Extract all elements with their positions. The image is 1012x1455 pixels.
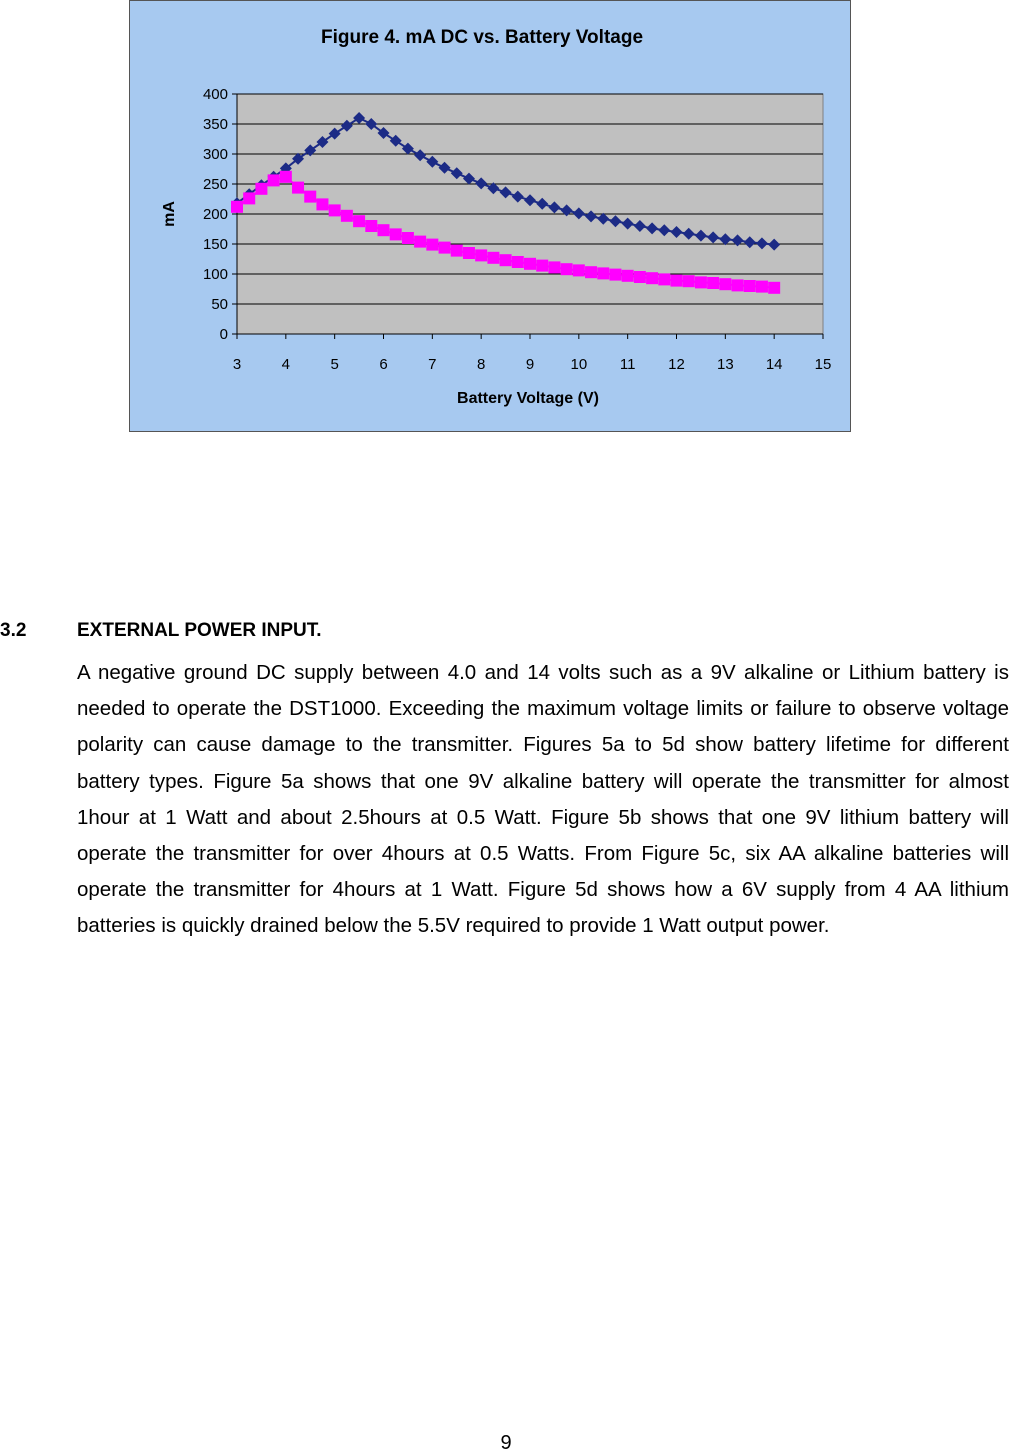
x-tick-label: 9: [525, 356, 535, 373]
series-2-point: [707, 277, 719, 289]
series-2-point: [353, 215, 365, 227]
series-2-point: [634, 271, 646, 283]
y-tick-label: 250: [202, 176, 228, 193]
series-2-point: [573, 264, 585, 276]
x-tick-label: 5: [330, 356, 339, 373]
y-tick-label: 350: [202, 116, 228, 133]
series-2-point: [536, 260, 548, 272]
series-2-point: [719, 278, 731, 290]
series-2-point: [512, 256, 524, 268]
series-2-point: [500, 254, 512, 266]
page-number: 9: [500, 1432, 512, 1454]
series-2-point: [524, 258, 536, 270]
series-2-point: [378, 224, 390, 236]
x-tick-label: 8: [476, 356, 486, 373]
series-2-point: [292, 182, 304, 194]
series-2-point: [597, 267, 609, 279]
series-2-point: [732, 279, 744, 291]
chart-canvas: [130, 1, 852, 433]
y-tick-label: 150: [202, 236, 228, 253]
series-2-point: [548, 261, 560, 273]
x-tick-label: 14: [765, 356, 783, 373]
series-2-point: [329, 204, 341, 216]
series-2-point: [231, 201, 243, 213]
series-2-point: [487, 252, 499, 264]
series-2-point: [341, 210, 353, 222]
series-2-point: [475, 249, 487, 261]
series-2-point: [671, 275, 683, 287]
series-2-point: [695, 276, 707, 288]
x-tick-label: 13: [716, 356, 734, 373]
series-2-point: [683, 275, 695, 287]
series-2-point: [658, 273, 670, 285]
x-tick-label: 11: [619, 356, 636, 373]
x-tick-label: 3: [232, 356, 242, 373]
x-tick-label: 4: [281, 356, 291, 373]
y-tick-label: 400: [202, 86, 228, 103]
series-2-point: [426, 239, 438, 251]
series-2-point: [304, 191, 316, 203]
series-2-point: [451, 245, 463, 257]
x-tick-label: 6: [379, 356, 388, 373]
series-2-point: [768, 282, 780, 294]
chart-title: Figure 4. mA DC vs. Battery Voltage: [320, 27, 644, 48]
x-tick-label: 7: [428, 356, 437, 373]
y-tick-label: 200: [202, 206, 228, 223]
series-2-point: [585, 266, 597, 278]
series-2-point: [622, 270, 634, 282]
series-2-point: [268, 174, 280, 186]
series-2-point: [609, 269, 621, 281]
series-2-point: [756, 281, 768, 293]
y-tick-label: 100: [202, 266, 228, 283]
y-tick-label: 0: [219, 326, 228, 343]
y-axis-label: mA: [161, 201, 178, 227]
x-tick-label: 12: [668, 356, 685, 373]
x-axis-label: Battery Voltage (V): [457, 390, 599, 407]
x-tick-label: 10: [570, 356, 588, 373]
y-tick-label: 50: [211, 296, 228, 313]
body-paragraph: A negative ground DC supply between 4.0 and 14 volts such as a 9V alkaline or Lithium battery is needed to operate the DST1000. Exceeding the maximum voltage limits or failure to observe voltage polarity can cause damage to the transmitter. Figures 5a to 5d show battery lifetime for different battery types. Figure 5a shows that one 9V alkaline battery will operate the transmitter for almost 1hour at 1 Watt and about 2.5hours at 0.5 Watt. Figure 5b shows that one 9V lithium battery will operate the transmitter for over 4hours at 0.5 Watts. From Figure 5c, six AA alkaline batteries will operate the transmitter for 4hours at 1 Watt. Figure 5d shows how a 6V supply from 4 AA lithium batteries is quickly drained below the 5.5V required to provide 1 Watt output power.: [77, 661, 1009, 938]
figure-4-chart: [129, 0, 851, 432]
series-2-point: [280, 171, 292, 183]
series-2-point: [646, 272, 658, 284]
series-2-point: [561, 263, 573, 275]
y-tick-label: 300: [202, 146, 228, 163]
series-2-point: [414, 236, 426, 248]
series-2-point: [316, 198, 328, 210]
series-2-point: [439, 242, 451, 254]
series-2-point: [744, 280, 756, 292]
series-2-point: [365, 220, 377, 232]
series-2-point: [255, 183, 267, 195]
section-title: EXTERNAL POWER INPUT.: [77, 620, 322, 641]
series-2-point: [402, 232, 414, 244]
series-2-point: [243, 192, 255, 204]
section-number: 3.2: [0, 620, 27, 641]
series-2-point: [390, 228, 402, 240]
x-tick-label: 15: [814, 356, 832, 373]
series-2-point: [463, 247, 475, 259]
